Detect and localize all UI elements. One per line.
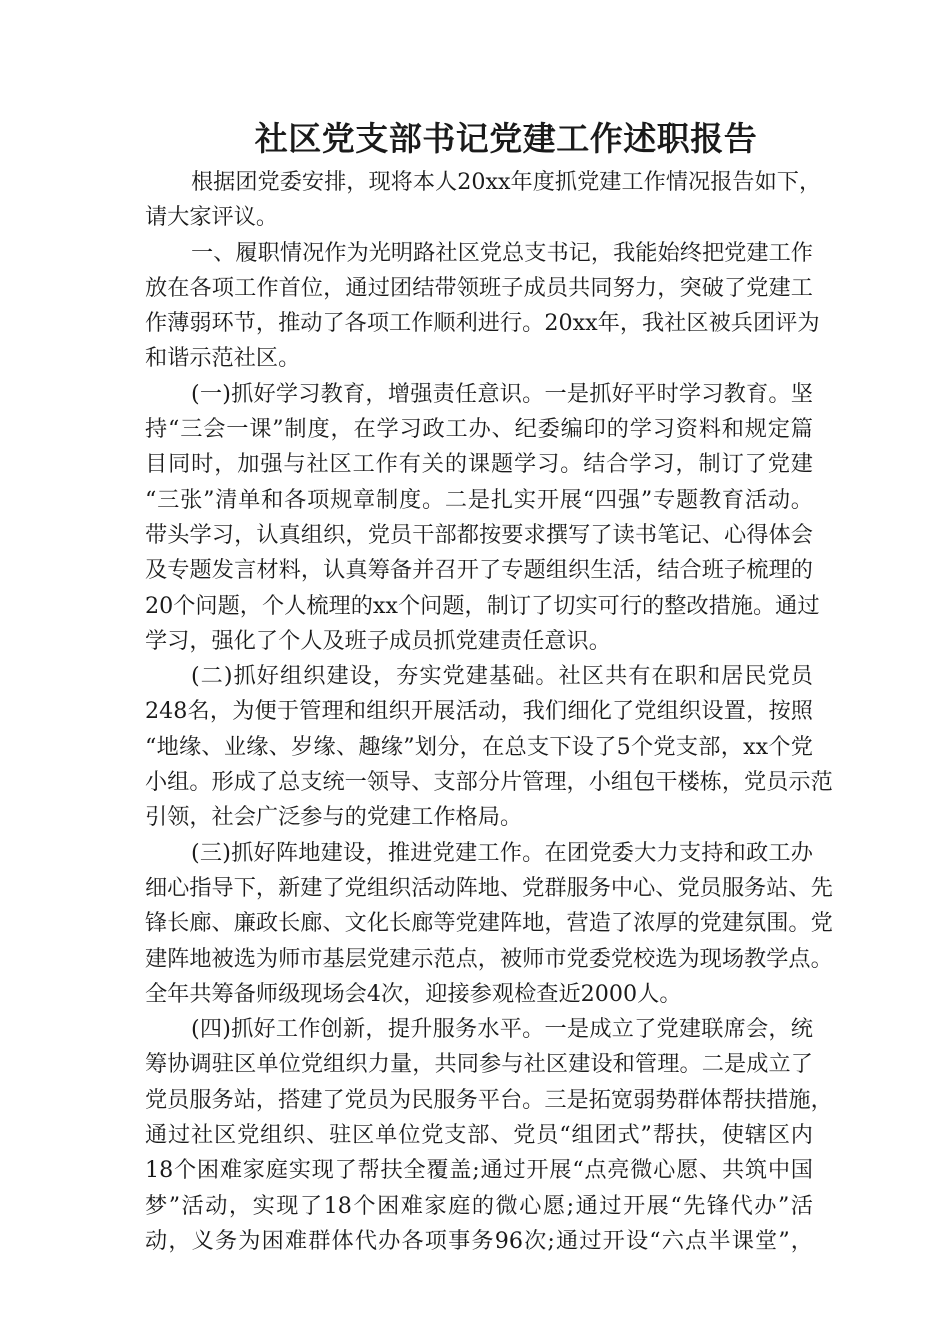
body-text-line: 带头学习，认真组织，党员干部都按要求撰写了读书笔记、心得体会 xyxy=(145,521,813,548)
body-text-line: 放在各项工作首位，通过团结带领班子成员共同努力，突破了党建工 xyxy=(145,274,813,301)
body-text-line: 及专题发言材料，认真筹备并召开了专题组织生活，结合班子梳理的 xyxy=(145,557,813,584)
body-text-line: “三张”清单和各项规章制度。二是扎实开展“四强”专题教育活动。 xyxy=(145,486,813,513)
body-text-line: 持“三会一课”制度，在学习政工办、纪委编印的学习资料和规定篇 xyxy=(145,416,813,443)
body-text-line: 一、履职情况作为光明路社区党总支书记，我能始终把党建工作 xyxy=(191,239,813,266)
body-text-line: 党员服务站，搭建了党员为民服务平台。三是拓宽弱势群体帮扶措施， xyxy=(145,1086,833,1113)
document-title: 社区党支部书记党建工作述职报告 xyxy=(254,119,758,158)
body-text-line: 学习，强化了个人及班子成员抓党建责任意识。 xyxy=(145,627,611,654)
body-text-line: 动，义务为困难群体代办各项事务96次;通过开设“六点半课堂”， xyxy=(145,1227,813,1254)
body-text-line: (二)抓好组织建设，夯实党建基础。社区共有在职和居民党员 xyxy=(191,663,813,690)
body-text-line: 细心指导下，新建了党组织活动阵地、党群服务中心、党员服务站、先 xyxy=(145,874,833,901)
body-text-line: 和谐示范社区。 xyxy=(145,345,301,372)
body-text-line: 18个困难家庭实现了帮扶全覆盖;通过开展“点亮微心愿、共筑中国 xyxy=(145,1157,813,1184)
body-text-line: (一)抓好学习教育，增强责任意识。一是抓好平时学习教育。坚 xyxy=(191,380,813,407)
body-text-line: 根据团党委安排，现将本人20xx年度抓党建工作情况报告如下， xyxy=(191,169,822,195)
body-text-line: 248名，为便于管理和组织开展活动，我们细化了党组织设置，按照 xyxy=(145,698,813,725)
body-text-line: 通过社区党组织、驻区单位党支部、党员“组团式”帮扶，使辖区内 xyxy=(145,1122,813,1149)
body-text-line: 引领，社会广泛参与的党建工作格局。 xyxy=(145,804,523,831)
body-text-line: 锋长廊、廉政长廊、文化长廊等党建阵地，营造了浓厚的党建氛围。党 xyxy=(145,910,833,937)
body-text-line: 筹协调驻区单位党组织力量，共同参与社区建设和管理。二是成立了 xyxy=(145,1051,813,1078)
document-body xyxy=(145,165,833,1259)
body-text-line: 梦”活动，实现了18个困难家庭的微心愿;通过开展“先锋代办”活 xyxy=(145,1192,813,1219)
body-text-line: 小组。形成了总支统一领导、支部分片管理，小组包干楼栋，党员示范 xyxy=(145,769,833,796)
body-text-line: (四)抓好工作创新，提升服务水平。一是成立了党建联席会，统 xyxy=(191,1016,813,1043)
body-text-line: 建阵地被选为师市基层党建示范点，被师市党委党校选为现场教学点。 xyxy=(145,945,833,972)
body-text-line: 请大家评议。 xyxy=(145,204,279,231)
body-text-line: “地缘、业缘、岁缘、趣缘”划分，在总支下设了5个党支部，xx个党 xyxy=(145,733,813,760)
body-text-line: 目同时，加强与社区工作有关的课题学习。结合学习，制订了党建 xyxy=(145,451,813,478)
body-text-line: (三)抓好阵地建设，推进党建工作。在团党委大力支持和政工办 xyxy=(191,839,813,866)
body-text-line: 作薄弱环节，推动了各项工作顺利进行。20xx年，我社区被兵团评为 xyxy=(145,310,820,337)
body-text-line: 20个问题，个人梳理的xx个问题，制订了切实可行的整改措施。通过 xyxy=(145,592,820,619)
body-text-line: 全年共筹备师级现场会4次，迎接参观检查近2000人。 xyxy=(145,980,682,1007)
